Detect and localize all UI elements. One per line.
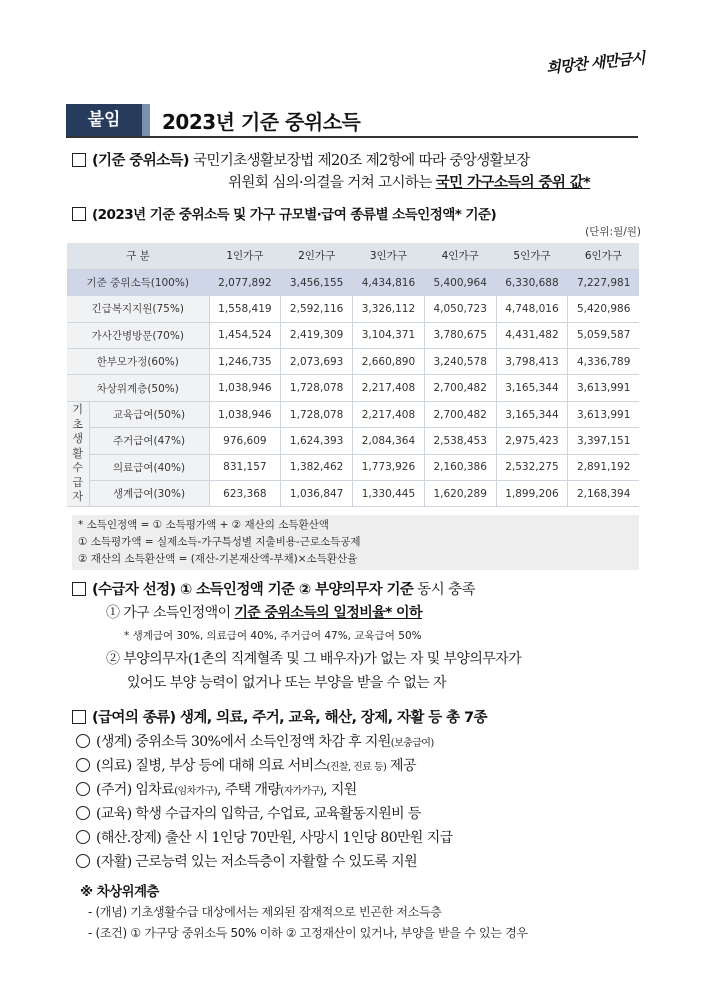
table-cell: 5,400,964 bbox=[424, 269, 496, 295]
table-cell: 1,330,445 bbox=[353, 481, 425, 507]
income-notes bbox=[72, 515, 639, 570]
row-label: 긴급복지지원(75%) bbox=[67, 296, 209, 322]
table-cell: 1,382,462 bbox=[281, 454, 353, 480]
table-cell: 1,246,735 bbox=[209, 349, 281, 375]
row-label: 생계급여(30%) bbox=[89, 481, 209, 507]
header-cell: 6인가구 bbox=[568, 243, 639, 269]
checkbox-square-icon bbox=[72, 153, 86, 167]
table-cell: 2,538,453 bbox=[424, 428, 496, 454]
selection-title-rest: 동시 충족 bbox=[413, 582, 475, 598]
near-poor-title: ※ 차상위계층 bbox=[80, 884, 159, 900]
table-cell: 2,700,482 bbox=[424, 401, 496, 427]
badge-accent bbox=[142, 104, 150, 136]
table-row bbox=[67, 296, 639, 322]
table-row bbox=[67, 349, 639, 375]
table-cell: 1,728,078 bbox=[281, 375, 353, 401]
selection-footnote: * 생계급여 30%, 의료급여 40%, 주거급여 47%, 교육급여 50% bbox=[124, 630, 422, 642]
table-cell: 1,728,078 bbox=[281, 401, 353, 427]
benefit-tail: , 지원 bbox=[323, 782, 357, 798]
definition-text-2: 위원회 심의·의결을 거쳐 고시하는 bbox=[228, 175, 436, 191]
benefit-small: (임차가구) bbox=[174, 786, 218, 797]
page-title: 2023년 기준 중위소득 bbox=[162, 110, 361, 134]
group-label-char: 급 bbox=[72, 475, 84, 489]
table-cell: 3,780,675 bbox=[424, 322, 496, 348]
checkbox-square-icon bbox=[72, 582, 86, 596]
table-row bbox=[67, 401, 639, 427]
table-row bbox=[67, 454, 639, 480]
table-cell: 2,660,890 bbox=[353, 349, 425, 375]
table-cell: 1,036,847 bbox=[281, 481, 353, 507]
checkbox-square-icon bbox=[72, 710, 86, 724]
table-cell: 976,609 bbox=[209, 428, 281, 454]
table-cell: 4,748,016 bbox=[496, 296, 568, 322]
table-cell: 4,431,482 bbox=[496, 322, 568, 348]
table-cell: 2,217,408 bbox=[353, 375, 425, 401]
definition-line-2 bbox=[228, 171, 590, 192]
definition-text-1: 국민기초생활보장법 제20조 제2항에 따라 중앙생활보장 bbox=[188, 153, 530, 169]
table-cell: 3,798,413 bbox=[496, 349, 568, 375]
table-cell: 1,454,524 bbox=[209, 322, 281, 348]
near-poor-line-1: - (개념) 기초생활수급 대상에서는 제외된 잠재적으로 빈곤한 저소득층 bbox=[88, 905, 442, 919]
attachment-badge: 붙임 bbox=[66, 104, 142, 136]
table-cell: 2,077,892 bbox=[209, 269, 281, 295]
table-cell: 1,038,946 bbox=[209, 401, 281, 427]
header-cell: 3인가구 bbox=[353, 243, 425, 269]
benefit-item bbox=[76, 731, 434, 751]
table-cell: 1,620,289 bbox=[424, 481, 496, 507]
table-row bbox=[67, 481, 639, 507]
row-label: 기준 중위소득(100%) bbox=[67, 269, 209, 295]
circle-bullet-icon bbox=[76, 734, 90, 748]
row-label: 주거급여(47%) bbox=[89, 428, 209, 454]
table-cell: 2,592,116 bbox=[281, 296, 353, 322]
note-line: ② 재산의 소득환산액 = (재산-기본재산액-부채)×소득환산율 bbox=[78, 553, 358, 565]
benefit-text: (주거) 임차료 bbox=[96, 782, 175, 798]
header-cell: 1인가구 bbox=[209, 243, 281, 269]
benefit-text: (교육) 학생 수급자의 입학금, 수업료, 교육활동지원비 등 bbox=[96, 806, 421, 822]
header-cell: 2인가구 bbox=[281, 243, 353, 269]
table-row bbox=[67, 269, 639, 295]
table-cell: 2,532,275 bbox=[496, 454, 568, 480]
table-cell: 2,975,423 bbox=[496, 428, 568, 454]
table-row bbox=[67, 375, 639, 401]
table-cell: 4,050,723 bbox=[424, 296, 496, 322]
benefit-tail: 제공 bbox=[386, 758, 416, 774]
benefits-title-text: (급여의 종류) 생계, 의료, 주거, 교육, 해산, 장제, 자활 등 총 7종 bbox=[92, 710, 487, 726]
table-cell: 2,700,482 bbox=[424, 375, 496, 401]
table-cell: 3,165,344 bbox=[496, 401, 568, 427]
note-line: ① 소득평가액 = 실제소득-가구특성별 지출비용-근로소득공제 bbox=[78, 536, 361, 548]
logo: 희망찬 새만금시 bbox=[545, 48, 646, 78]
table-cell: 4,336,789 bbox=[568, 349, 639, 375]
table-cell: 4,434,816 bbox=[353, 269, 425, 295]
group-label-char: 수 bbox=[72, 461, 84, 475]
median-income-table bbox=[67, 243, 639, 507]
table-header-row bbox=[67, 243, 639, 269]
selection-item-1 bbox=[106, 602, 422, 622]
header-cell: 4인가구 bbox=[424, 243, 496, 269]
header-cell: 5인가구 bbox=[496, 243, 568, 269]
table-row bbox=[67, 428, 639, 454]
table-cell: 2,419,309 bbox=[281, 322, 353, 348]
table-cell: 5,420,986 bbox=[568, 296, 639, 322]
page-header bbox=[66, 102, 638, 138]
note-line: * 소득인정액 = ① 소득평가액 + ② 재산의 소득환산액 bbox=[78, 519, 329, 531]
benefit-item bbox=[76, 851, 417, 871]
selection-item-2-line-2: 있어도 부양 능력이 없거나 또는 부양을 받을 수 없는 자 bbox=[127, 675, 446, 691]
benefit-text: (생계) 중위소득 30%에서 소득인정액 차감 후 지원 bbox=[96, 734, 391, 750]
group-label-char: 초 bbox=[72, 417, 84, 431]
table-section-title-text: (2023년 기준 중위소득 및 가구 규모별·급여 종류별 소득인정액* 기준) bbox=[92, 207, 497, 223]
selection-title-text: (수급자 선정) ① 소득인정액 기준 ② 부양의무자 기준 bbox=[92, 582, 414, 598]
table-cell: 2,168,394 bbox=[568, 481, 639, 507]
benefit-item bbox=[76, 779, 357, 799]
table-cell: 1,773,926 bbox=[353, 454, 425, 480]
table-cell: 3,613,991 bbox=[568, 401, 639, 427]
table-cell: 2,217,408 bbox=[353, 401, 425, 427]
row-label: 교육급여(50%) bbox=[89, 401, 209, 427]
benefit-item bbox=[76, 827, 453, 847]
circle-bullet-icon bbox=[76, 830, 90, 844]
table-cell: 3,456,155 bbox=[281, 269, 353, 295]
row-label: 가사간병방문(70%) bbox=[67, 322, 209, 348]
benefit-text: (해산.장제) 출산 시 1인당 70만원, 사망시 1인당 80만원 지급 bbox=[96, 830, 453, 846]
row-label: 차상위계층(50%) bbox=[67, 375, 209, 401]
table-cell: 6,330,688 bbox=[496, 269, 568, 295]
table-cell: 3,240,578 bbox=[424, 349, 496, 375]
table-cell: 2,084,364 bbox=[353, 428, 425, 454]
benefit-small: (자가가구) bbox=[280, 786, 324, 797]
table-cell: 3,326,112 bbox=[353, 296, 425, 322]
table-cell: 1,899,206 bbox=[496, 481, 568, 507]
benefit-item bbox=[76, 803, 421, 823]
selection-item-1-text: ① 가구 소득인정액이 bbox=[106, 605, 235, 621]
group-label-char: 생 bbox=[72, 432, 84, 446]
table-cell: 2,891,192 bbox=[568, 454, 639, 480]
table-cell: 623,368 bbox=[209, 481, 281, 507]
table-cell: 3,165,344 bbox=[496, 375, 568, 401]
row-label: 한부모가정(60%) bbox=[67, 349, 209, 375]
benefit-item bbox=[76, 755, 416, 775]
unit-label: (단위:월/원) bbox=[585, 226, 641, 238]
table-cell: 3,104,371 bbox=[353, 322, 425, 348]
table-cell: 1,038,946 bbox=[209, 375, 281, 401]
selection-title bbox=[72, 578, 475, 599]
benefit-text: (의료) 질병, 부상 등에 대해 의료 서비스 bbox=[96, 758, 327, 774]
group-label-char: 자 bbox=[72, 490, 84, 504]
checkbox-square-icon bbox=[72, 207, 86, 221]
selection-item-2-line-1: ② 부양의무자(1촌의 직계혈족 및 그 배우자)가 없는 자 및 부양의무자가 bbox=[106, 651, 522, 667]
circle-bullet-icon bbox=[76, 782, 90, 796]
table-cell: 1,624,393 bbox=[281, 428, 353, 454]
table-cell: 2,073,693 bbox=[281, 349, 353, 375]
table-cell: 7,227,981 bbox=[568, 269, 639, 295]
table-section-title bbox=[72, 203, 496, 223]
near-poor-line-2: - (조건) ① 가구당 중위소득 50% 이하 ② 고정재산이 있거나, 부양을 받을 수 있는 경우 bbox=[88, 926, 528, 940]
definition-line-1 bbox=[72, 149, 530, 170]
definition-lead: (기준 중위소득) bbox=[92, 153, 189, 169]
row-label: 의료급여(40%) bbox=[89, 454, 209, 480]
table-cell: 5,059,587 bbox=[568, 322, 639, 348]
table-cell: 831,157 bbox=[209, 454, 281, 480]
header-cell: 구 분 bbox=[67, 243, 209, 269]
benefits-title bbox=[72, 706, 487, 727]
group-label-char: 활 bbox=[72, 446, 84, 460]
circle-bullet-icon bbox=[76, 758, 90, 772]
definition-highlight: 국민 가구소득의 중위 값* bbox=[435, 175, 591, 191]
benefit-tail: , 주택 개량 bbox=[217, 782, 281, 798]
circle-bullet-icon bbox=[76, 854, 90, 868]
table-cell: 3,613,991 bbox=[568, 375, 639, 401]
selection-item-1-underline: 기준 중위소득의 일정비율* 이하 bbox=[234, 605, 422, 621]
table-cell: 3,397,151 bbox=[568, 428, 639, 454]
table-cell: 2,160,386 bbox=[424, 454, 496, 480]
table-cell: 1,558,419 bbox=[209, 296, 281, 322]
benefit-small: (보충급여) bbox=[390, 738, 434, 749]
table-row bbox=[67, 322, 639, 348]
group-label-char: 기 bbox=[72, 403, 84, 417]
circle-bullet-icon bbox=[76, 806, 90, 820]
benefit-small: (진찰, 진료 등) bbox=[326, 762, 387, 773]
benefit-text: (자활) 근로능력 있는 저소득층이 자활할 수 있도록 지원 bbox=[96, 854, 418, 870]
group-label bbox=[67, 401, 89, 507]
